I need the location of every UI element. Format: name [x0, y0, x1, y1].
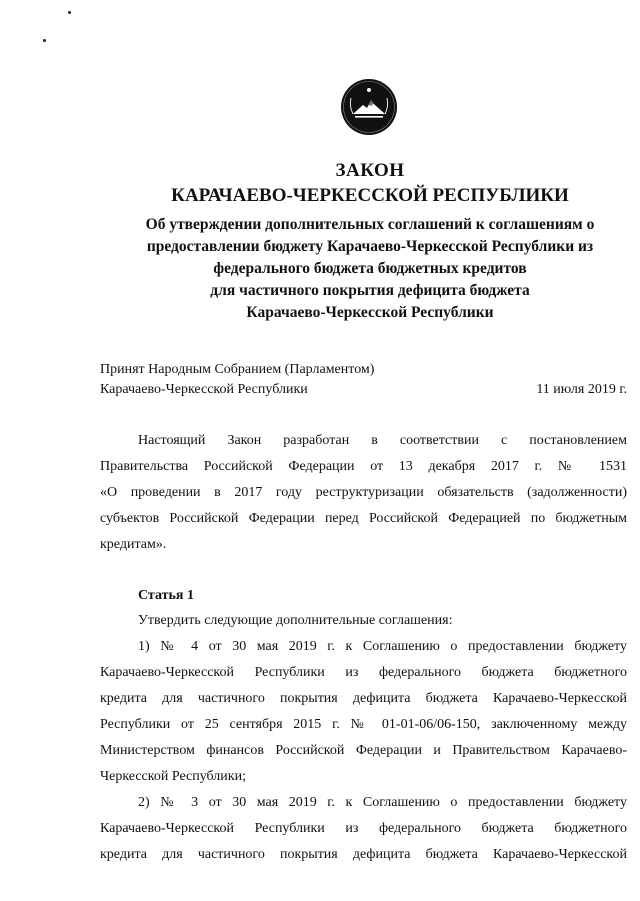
preamble-line: Настоящий Закон разработан в соответствии с постановлением: [138, 433, 627, 448]
preamble-line: «О проведении в 2017 году реструктуризации обязательств (задолженности): [100, 485, 627, 500]
list-item-line: Министерством финансов Российской Федерации и Правительством Карачаево-: [100, 743, 627, 758]
list-item-line: Республики от 25 сентября 2015 г. № 01-01-06/06-150, заключенному между: [100, 717, 627, 732]
article-intro: Утвердить следующие дополнительные соглашения:: [138, 613, 453, 628]
law-title-block: [0, 160, 640, 324]
adopted-by-republic: Карачаево-Черкесской Республики: [100, 382, 308, 397]
subject-line: Карачаево-Черкесской Республики: [246, 304, 494, 321]
list-item-line: кредита для частичного покрытия дефицита бюджета Карачаево-Черкесской: [100, 847, 627, 862]
adoption-info: [100, 360, 627, 400]
subject-line: для частичного покрытия дефицита бюджета: [210, 282, 530, 299]
list-item-line: кредита для частичного покрытия дефицита бюджета Карачаево-Черкесской: [100, 691, 627, 706]
list-item-line: 2) № 3 от 30 мая 2019 г. к Соглашению о предоставлении бюджету: [138, 795, 627, 810]
scan-speck: [43, 39, 46, 42]
article-body: [100, 608, 627, 868]
preamble-line: кредитам».: [100, 537, 167, 552]
list-item-line: Черкесской Республики;: [100, 769, 246, 784]
preamble-line: Правительства Российской Федерации от 13 декабря 2017 г. № 1531: [100, 459, 627, 474]
coat-of-arms-emblem: [340, 78, 398, 136]
subject-line: федерального бюджета бюджетных кредитов: [213, 260, 527, 277]
scan-speck: [68, 11, 71, 14]
preamble-line: субъектов Российской Федерации перед Российской Федерацией по бюджетным: [100, 511, 627, 526]
list-item-line: Карачаево-Черкесской Республики из федерального бюджета бюджетного: [100, 665, 627, 680]
preamble: [100, 428, 627, 558]
list-item-line: 1) № 4 от 30 мая 2019 г. к Соглашению о предоставлении бюджету: [138, 639, 627, 654]
republic-heading: КАРАЧАЕВО-ЧЕРКЕССКОЙ РЕСПУБЛИКИ: [171, 185, 569, 206]
law-heading: ЗАКОН: [335, 160, 405, 181]
article-title: Статья 1: [138, 588, 194, 603]
subject-line: предоставлении бюджету Карачаево-Черкесской Республики из: [146, 238, 594, 255]
subject-line: Об утверждении дополнительных соглашений к соглашениям о: [145, 216, 595, 233]
law-subject: [0, 214, 640, 324]
adoption-date: 11 июля 2019 г.: [536, 382, 627, 397]
list-item-line: Карачаево-Черкесской Республики из федерального бюджета бюджетного: [100, 821, 627, 836]
adopted-by-line: Принят Народным Собранием (Парламентом): [100, 362, 375, 377]
